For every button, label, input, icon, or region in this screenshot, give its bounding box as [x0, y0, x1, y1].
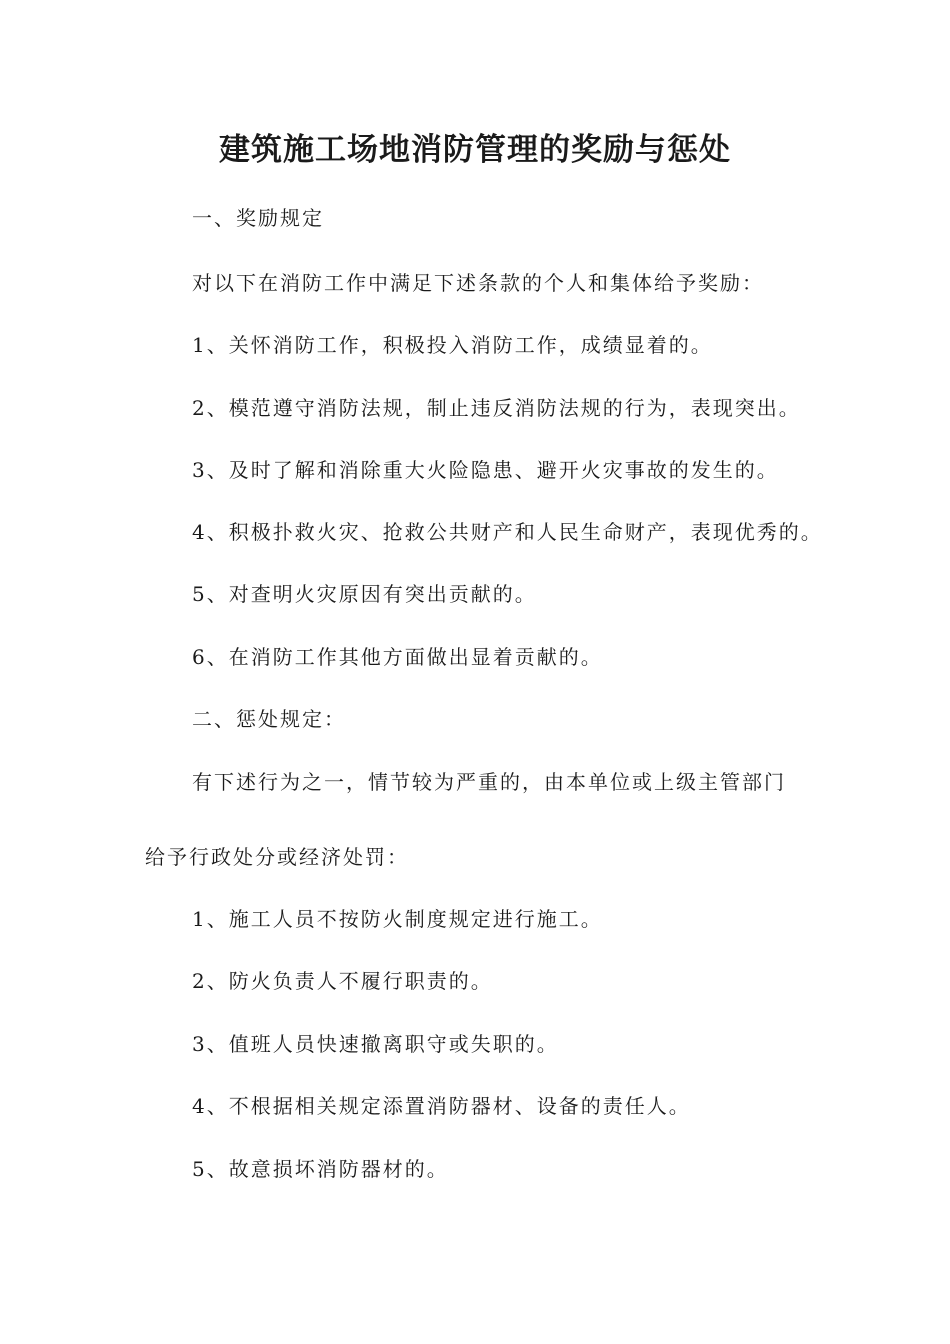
- paragraph-line: 给予行政处分或经济处罚：: [145, 845, 409, 869]
- section-heading-penalties: 二、惩处规定：: [192, 707, 346, 731]
- paragraph-line: 对以下在消防工作中满足下述条款的个人和集体给予奖励：: [192, 271, 764, 295]
- list-item: 2、模范遵守消防法规，制止违反消防法规的行为，表现突出。: [192, 396, 801, 420]
- list-item: 6、在消防工作其他方面做出显着贡献的。: [192, 645, 603, 669]
- list-item: 1、施工人员不按防火制度规定进行施工。: [192, 907, 603, 931]
- list-item: 5、故意损坏消防器材的。: [192, 1157, 449, 1181]
- list-item: 3、值班人员快速撤离职守或失职的。: [192, 1032, 559, 1056]
- list-item: 3、及时了解和消除重大火险隐患、避开火灾事故的发生的。: [192, 458, 779, 482]
- list-item: 1、关怀消防工作，积极投入消防工作，成绩显着的。: [192, 333, 713, 357]
- list-item: 5、对查明火灾原因有突出贡献的。: [192, 582, 537, 606]
- section-heading-rewards: 一、奖励规定: [192, 206, 324, 230]
- paragraph-line: 有下述行为之一，情节较为严重的，由本单位或上级主管部门: [192, 770, 786, 794]
- list-item: 4、不根据相关规定添置消防器材、设备的责任人。: [192, 1094, 691, 1118]
- list-item: 2、防火负责人不履行职责的。: [192, 969, 493, 993]
- list-item: 4、积极扑救火灾、抢救公共财产和人民生命财产，表现优秀的。: [192, 520, 823, 544]
- document-title: 建筑施工场地消防管理的奖励与惩处: [219, 132, 731, 168]
